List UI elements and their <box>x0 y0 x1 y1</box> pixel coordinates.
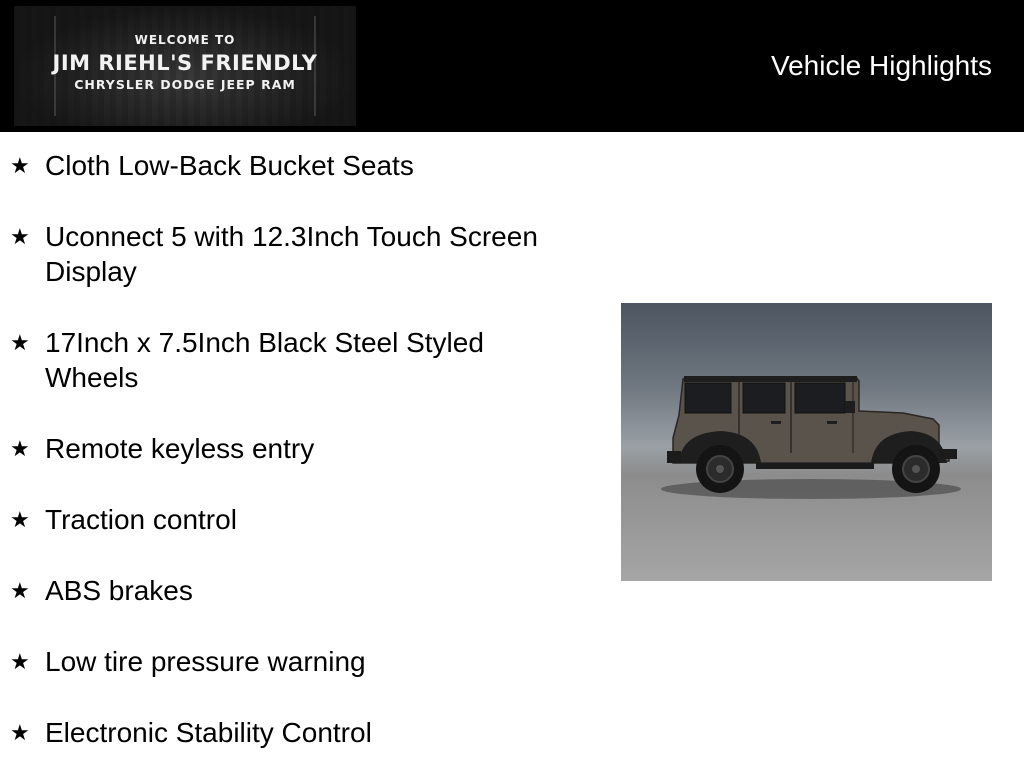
feature-text: Remote keyless entry <box>45 433 315 464</box>
header-bar <box>0 0 1024 132</box>
feature-text: Electronic Stability Control <box>45 717 372 748</box>
feature-text: ABS brakes <box>45 575 193 606</box>
star-icon: ★ <box>10 578 30 603</box>
feature-item <box>10 325 550 395</box>
feature-item <box>10 573 550 608</box>
feature-text: Low tire pressure warning <box>45 646 366 677</box>
feature-text: 17Inch x 7.5Inch Black Steel Styled Wheels <box>45 327 484 393</box>
feature-text: Uconnect 5 with 12.3Inch Touch Screen Display <box>45 221 538 287</box>
vehicle-photo <box>621 303 992 581</box>
logo-brands-text: CHRYSLER DODGE JEEP RAM <box>74 77 296 92</box>
star-icon: ★ <box>10 224 30 249</box>
feature-list <box>10 148 550 750</box>
feature-item <box>10 219 550 289</box>
dealer-logo <box>14 6 356 126</box>
feature-item <box>10 502 550 537</box>
feature-item <box>10 148 550 183</box>
feature-text: Traction control <box>45 504 237 535</box>
star-icon: ★ <box>10 330 30 355</box>
star-icon: ★ <box>10 649 30 674</box>
star-icon: ★ <box>10 153 30 178</box>
feature-item <box>10 431 550 466</box>
feature-text: Cloth Low-Back Bucket Seats <box>45 150 414 181</box>
logo-dealer-name: JIM RIEHL'S FRIENDLY <box>52 51 318 75</box>
feature-item <box>10 715 550 750</box>
jeep-illustration <box>621 303 992 581</box>
star-icon: ★ <box>10 720 30 745</box>
page-title: Vehicle Highlights <box>770 50 992 81</box>
star-icon: ★ <box>10 436 30 461</box>
logo-welcome-text: WELCOME TO <box>134 33 236 47</box>
star-icon: ★ <box>10 507 30 532</box>
feature-item <box>10 644 550 679</box>
